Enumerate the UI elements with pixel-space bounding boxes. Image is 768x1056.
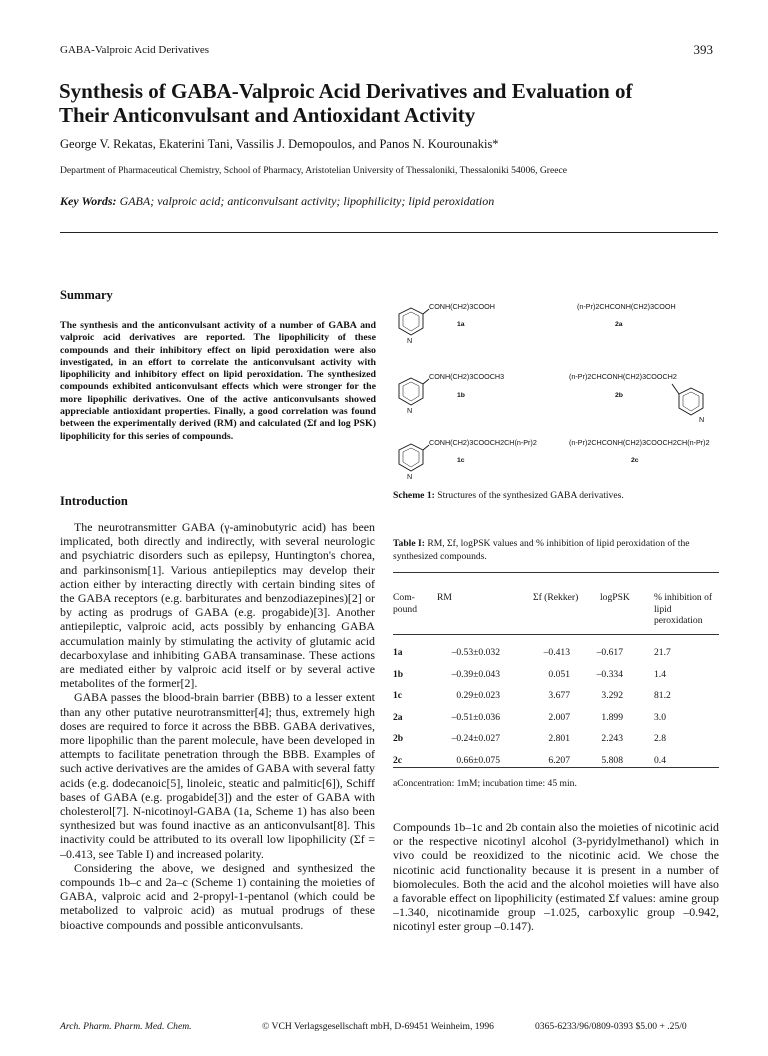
title-line-2: Their Anticonvulsant and Antioxidant Activity	[59, 103, 476, 127]
table-cell-rm: –0.53±0.032	[451, 647, 500, 658]
page-number: 393	[693, 42, 713, 57]
col-header-rm: RM	[437, 592, 452, 603]
ring-n-2b: N	[699, 415, 705, 424]
col-header-logpsk: logPSK	[600, 592, 630, 603]
scheme-caption	[393, 490, 624, 501]
table-cell-inhibition: 1.4	[654, 668, 666, 680]
table-cell-compound: 1b	[393, 668, 404, 680]
table-cell-inhibition: 81.2	[654, 690, 671, 701]
col-header-compound: Com- pound	[393, 592, 417, 615]
col-header-inhibition: % inhibition of lipid peroxidation	[654, 592, 713, 627]
ring-n-1a: N	[407, 336, 413, 345]
label-1b: 1b	[457, 392, 465, 399]
label-2c: 2c	[631, 457, 639, 464]
table-cell-inhibition: 21.7	[654, 647, 671, 658]
table-cell-rm: –0.39±0.043	[451, 668, 500, 680]
structure-1c: CONH(CH2)3COOCH2CH(n-Pr)2	[429, 438, 537, 447]
table-cell-compound: 1c	[393, 690, 403, 701]
table-footnote: aConcentration: 1mM; incubation time: 45 min.	[393, 778, 577, 789]
structure-1b: CONH(CH2)3COOCH3	[429, 372, 505, 381]
ring-n-1c: N	[407, 472, 413, 481]
summary-text: The synthesis and the anticonvulsant activity of a number of GABA and valproic acid derivatives are reported. The lipophilicity of these compounds and their inhibitory effect on lipid peroxidation were also investigated, in an effort to correlate the anticonvulsant activity with lipophilicity and inhibitory effect on lipid peroxidation. The synthesized compounds exhibited anticonvulsant effects which were stronger for the more lipophilic derivatives. One of the active anticonvulsants showed appreciable antioxidant properties. Finally, a good correlation was found between the experimentally derived (RM) and calculated (Σf and log PSK) lipophilicity for this series of compounds.	[60, 320, 376, 442]
table-caption-label: Table I:	[393, 538, 425, 549]
pyridine-ring-1b	[399, 378, 429, 405]
footer-code: 0365-6233/96/0809-0393 $5.00 + .25/0	[535, 1021, 687, 1032]
pyridine-ring-1a	[399, 308, 429, 335]
label-2a: 2a	[615, 321, 623, 328]
ring-n-1b: N	[407, 406, 413, 415]
table-cell-inhibition: 3.0	[654, 711, 666, 723]
summary-heading: Summary	[60, 288, 113, 302]
structure-2a: (n-Pr)2CHCONH(CH2)3COOH	[577, 302, 676, 311]
scheme-caption-text: Structures of the synthesized GABA derivatives.	[437, 490, 624, 501]
intro-paragraph-1: The neurotransmitter GABA (γ-aminobutyric acid) has been implicated, both directly and indirectly, with several neurologic and psychiatric disorders such as epilepsy, Huntington's chorea, and parkinsonism[1]. Various antiepileptics may develop their action either by interacting directly with certain binding sites of the GABA receptors (e.g. barbiturates and benzodiazepines)[2] or by acting as prodrugs of GABA (e.g. progabide)[3]. Another antiepileptic, valproic acid, acts possibly by enhancing GABA accumulation mainly by stimulating the activity of glutamic acid decarboxylase and inhibiting GABA transaminase. These actions are mediated either by valproic acid itself or by several active metabolites of the former[2].	[60, 520, 375, 691]
introduction-heading: Introduction	[60, 494, 128, 508]
scheme-structures	[393, 296, 719, 481]
authors: George V. Rekatas, Ekaterini Tani, Vassilis J. Demopoulos, and Panos N. Kourounakis*	[60, 137, 499, 151]
table-cell-rm: 0.66±0.075	[456, 754, 500, 766]
table-cell-sf: 2.801	[548, 733, 570, 744]
title-line-1: Synthesis of GABA-Valproic Acid Derivatives and Evaluation of	[59, 79, 633, 103]
table-cell-inhibition: 2.8	[654, 733, 666, 744]
label-2b: 2b	[615, 392, 623, 399]
table-rule-mid	[393, 634, 719, 635]
table-cell-rm: 0.29±0.023	[456, 690, 500, 701]
table-cell-logpsk: –0.334	[596, 668, 623, 680]
table-caption	[393, 538, 719, 563]
table-cell-sf: 0.051	[548, 668, 570, 680]
table-cell-logpsk: 1.899	[601, 711, 623, 723]
table-cell-inhibition: 0.4	[654, 754, 666, 766]
table-rule-bottom	[393, 767, 719, 768]
table-cell-compound: 2c	[393, 754, 403, 766]
structure-2b: (n-Pr)2CHCONH(CH2)3COOCH2	[569, 372, 677, 381]
running-title: GABA-Valproic Acid Derivatives	[60, 44, 210, 56]
keywords	[60, 194, 494, 209]
scheme-caption-label: Scheme 1:	[393, 490, 435, 501]
table-cell-rm: –0.51±0.036	[451, 711, 500, 723]
table-cell-sf: 3.677	[548, 690, 570, 701]
table-cell-rm: –0.24±0.027	[451, 733, 500, 744]
header-rule	[60, 232, 718, 233]
table-cell-sf: 6.207	[548, 754, 570, 766]
keywords-label: Key Words:	[60, 194, 117, 208]
keywords-text: GABA; valproic acid; anticonvulsant activity; lipophilicity; lipid peroxidation	[119, 194, 495, 208]
affiliation: Department of Pharmaceutical Chemistry, School of Pharmacy, Aristotelian University of Thessaloniki, Thessaloniki 54006, Greece	[60, 165, 568, 176]
footer-publisher: © VCH Verlagsgesellschaft mbH, D-69451 Weinheim, 1996	[262, 1021, 494, 1032]
scheme-1	[393, 296, 719, 481]
table-caption-text: RM, Σf, logPSK values and % inhibition of lipid peroxidation of the synthesized compounds.	[393, 538, 690, 562]
structure-2c: (n-Pr)2CHCONH(CH2)3COOCH2CH(n-Pr)2	[569, 438, 710, 447]
table-cell-compound: 2b	[393, 733, 404, 744]
pyridine-ring-2b	[672, 384, 703, 415]
pyridine-ring-1c	[399, 444, 429, 471]
table-cell-sf: 2.007	[548, 711, 570, 723]
table-rule-top	[393, 572, 719, 573]
col-header-sf: Σf (Rekker)	[533, 592, 579, 603]
article-title	[59, 79, 719, 127]
table-cell-logpsk: 2.243	[601, 733, 623, 744]
label-1a: 1a	[457, 321, 465, 328]
label-1c: 1c	[457, 457, 465, 464]
table-cell-logpsk: 3.292	[601, 690, 623, 701]
intro-paragraph-3: Considering the above, we designed and synthesized the compounds 1b–c and 2a–c (Scheme 1) containing the moieties of GABA, valproic acid and 2-propyl-1-pentanol (which could be metabolized to valproic acid) as mutual prodrugs of these bioactive compounds and possible anticonvulsants.	[60, 860, 375, 932]
intro-paragraph-2: GABA passes the blood-brain barrier (BBB) to a lesser extent than any other putative neurotransmitter[4]; thus, extremely high doses are required to force it across the BBB. GABA derivatives, more lipophilic than the parent molecule, have been developed in attempts to facilitate penetration through the BBB. Examples of such active derivatives are the amides of GABA with several fatty acids (e.g. dodecanoic[5], linoleic, steatic and palmitic[6]), Schiff bases of GABA (e.g. progabide[3]) and the ester of GABA with cholesterol[7]. N-nicotinoyl-GABA (1a, Scheme 1) has also been synthesized but was found inactive as an anticonvulsant[8]. This inactivity could be attributed to its overall low lipophilicity (Σf = –0.413, see Table I) and increased polarity.	[60, 690, 375, 861]
right-column-text: Compounds 1b–1c and 2b contain also the moieties of nicotinic acid or the respective nicotinyl alcohol (3-pyridylmethanol) which in vivo could be reoxidized to the nicotinic acid. We chose the nicotinic acid functionality because it is present in a number of biomolecules. Both the acid and the alcohol moieties will have also a favorable effect on lipophilicity (estimated Σf values: amine group –1.340, nicotinamide group –1.025, carboxylic group –0.942, nicotinyl ester group –0.147).	[393, 820, 719, 934]
table-cell-sf: –0.413	[543, 647, 570, 658]
introduction-body	[60, 520, 375, 932]
table-cell-logpsk: 5.808	[601, 754, 623, 766]
footer-journal: Arch. Pharm. Pharm. Med. Chem.	[60, 1021, 192, 1032]
table-cell-compound: 2a	[393, 711, 403, 723]
table-cell-compound: 1a	[393, 647, 403, 658]
structure-1a: CONH(CH2)3COOH	[429, 302, 495, 311]
table-cell-logpsk: –0.617	[596, 647, 623, 658]
